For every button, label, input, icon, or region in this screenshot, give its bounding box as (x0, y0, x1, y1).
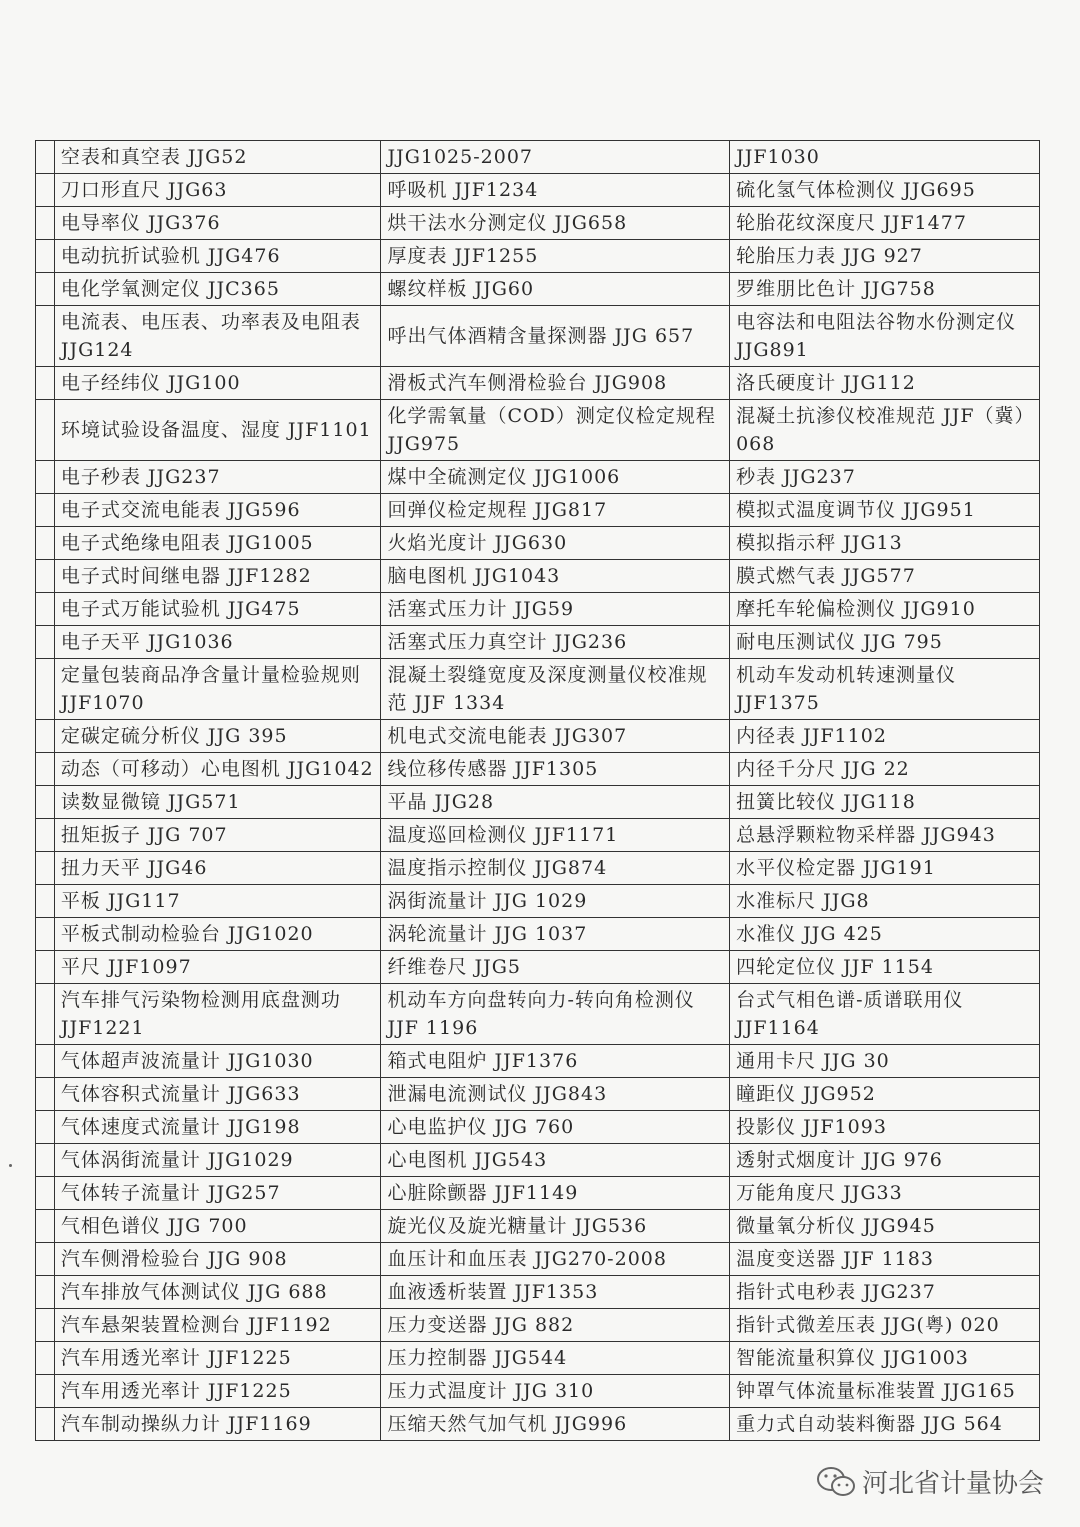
table-cell: 投影仪 JJF1093 (730, 1111, 1040, 1144)
table-cell: 混凝土裂缝宽度及深度测量仪校准规范 JJF 1334 (381, 659, 730, 720)
table-cell: 环境试验设备温度、湿度 JJF1101 (54, 400, 381, 461)
table-cell: 压力变送器 JJG 882 (381, 1309, 730, 1342)
table-row (36, 560, 1040, 593)
table-cell: 温度指示控制仪 JJG874 (381, 852, 730, 885)
table-row (36, 720, 1040, 753)
table-cell: 通用卡尺 JJG 30 (730, 1045, 1040, 1078)
table-cell: 回弹仪检定规程 JJG817 (381, 494, 730, 527)
row-gutter (36, 1210, 55, 1243)
table-cell: 微量氧分析仪 JJG945 (730, 1210, 1040, 1243)
row-gutter (36, 1309, 55, 1342)
row-gutter (36, 174, 55, 207)
table-cell: 温度变送器 JJF 1183 (730, 1243, 1040, 1276)
table-cell: 定量包装商品净含量计量检验规则 JJF1070 (54, 659, 381, 720)
table-cell: 烘干法水分测定仪 JJG658 (381, 207, 730, 240)
table-cell: 空表和真空表 JJG52 (54, 141, 381, 174)
row-gutter (36, 819, 55, 852)
table-row (36, 174, 1040, 207)
table-cell: 压力式温度计 JJG 310 (381, 1375, 730, 1408)
table-cell: 内径千分尺 JJG 22 (730, 753, 1040, 786)
table-cell: 汽车侧滑检验台 JJG 908 (54, 1243, 381, 1276)
table-cell: 厚度表 JJF1255 (381, 240, 730, 273)
table-cell: JJF1030 (730, 141, 1040, 174)
table-cell: 螺纹样板 JJG60 (381, 273, 730, 306)
table-cell: 洛氏硬度计 JJG112 (730, 367, 1040, 400)
row-gutter (36, 1276, 55, 1309)
table-cell: 电子式万能试验机 JJG475 (54, 593, 381, 626)
table-row (36, 1045, 1040, 1078)
row-gutter (36, 951, 55, 984)
table-cell: 心脏除颤器 JJF1149 (381, 1177, 730, 1210)
table-row (36, 1111, 1040, 1144)
row-gutter (36, 207, 55, 240)
table-cell: 电动抗折试验机 JJG476 (54, 240, 381, 273)
table-row (36, 1309, 1040, 1342)
table-row (36, 1342, 1040, 1375)
row-gutter (36, 626, 55, 659)
row-gutter (36, 1408, 55, 1441)
table-cell: 钟罩气体流量标准装置 JJG165 (730, 1375, 1040, 1408)
table-cell: 模拟式温度调节仪 JJG951 (730, 494, 1040, 527)
table-cell: 汽车制动操纵力计 JJF1169 (54, 1408, 381, 1441)
table-cell: 气体涡街流量计 JJG1029 (54, 1144, 381, 1177)
table-cell: 机电式交流电能表 JJG307 (381, 720, 730, 753)
row-gutter (36, 885, 55, 918)
table-cell: 活塞式压力计 JJG59 (381, 593, 730, 626)
row-gutter (36, 1342, 55, 1375)
table-cell: 滑板式汽车侧滑检验台 JJG908 (381, 367, 730, 400)
table-cell: 火焰光度计 JJG630 (381, 527, 730, 560)
row-gutter (36, 273, 55, 306)
table-row (36, 141, 1040, 174)
table-cell: 血液透析装置 JJF1353 (381, 1276, 730, 1309)
row-gutter (36, 1177, 55, 1210)
table-row (36, 1078, 1040, 1111)
table-cell: 重力式自动装料衡器 JJG 564 (730, 1408, 1040, 1441)
table-row (36, 918, 1040, 951)
table-cell: 涡街流量计 JJG 1029 (381, 885, 730, 918)
table-cell: 电子式交流电能表 JJG596 (54, 494, 381, 527)
table-row (36, 1177, 1040, 1210)
table-row (36, 527, 1040, 560)
table-cell: 电导率仪 JJG376 (54, 207, 381, 240)
table-cell: 智能流量积算仪 JJG1003 (730, 1342, 1040, 1375)
row-gutter (36, 1111, 55, 1144)
table-cell: 平尺 JJF1097 (54, 951, 381, 984)
table-cell: 电子式时间继电器 JJF1282 (54, 560, 381, 593)
table-cell: 气体超声波流量计 JJG1030 (54, 1045, 381, 1078)
table-cell: 电子经纬仪 JJG100 (54, 367, 381, 400)
table-cell: 化学需氧量（COD）测定仪检定规程 JJG975 (381, 400, 730, 461)
table-row (36, 753, 1040, 786)
table-cell: 扭力天平 JJG46 (54, 852, 381, 885)
row-gutter (36, 720, 55, 753)
row-gutter (36, 786, 55, 819)
table-cell: 总悬浮颗粒物采样器 JJG943 (730, 819, 1040, 852)
table-cell: 读数显微镜 JJG571 (54, 786, 381, 819)
table-cell: 混凝土抗渗仪校准规范 JJF（冀）068 (730, 400, 1040, 461)
row-gutter (36, 560, 55, 593)
table-row (36, 367, 1040, 400)
table-cell: 指针式微差压表 JJG(粤) 020 (730, 1309, 1040, 1342)
table-cell: 瞳距仪 JJG952 (730, 1078, 1040, 1111)
table-cell: 压力控制器 JJG544 (381, 1342, 730, 1375)
table-cell: 轮胎压力表 JJG 927 (730, 240, 1040, 273)
table-row (36, 659, 1040, 720)
table-cell: 煤中全硫测定仪 JJG1006 (381, 461, 730, 494)
table-row (36, 1375, 1040, 1408)
table-cell: 纤维卷尺 JJG5 (381, 951, 730, 984)
row-gutter (36, 1243, 55, 1276)
row-gutter (36, 984, 55, 1045)
row-gutter (36, 918, 55, 951)
table-cell: 扭簧比较仪 JJG118 (730, 786, 1040, 819)
table-cell: 汽车排气污染物检测用底盘测功 JJF1221 (54, 984, 381, 1045)
row-gutter (36, 306, 55, 367)
table-cell: 动态（可移动）心电图机 JJG1042 (54, 753, 381, 786)
table-cell: 万能角度尺 JJG33 (730, 1177, 1040, 1210)
table-cell: 脑电图机 JJG1043 (381, 560, 730, 593)
table-cell: 四轮定位仪 JJF 1154 (730, 951, 1040, 984)
table-cell: 平板式制动检验台 JJG1020 (54, 918, 381, 951)
table-row (36, 207, 1040, 240)
instrument-standards-table (35, 140, 1040, 1441)
table-cell: 秒表 JJG237 (730, 461, 1040, 494)
table-cell: 平晶 JJG28 (381, 786, 730, 819)
table-cell: 汽车排放气体测试仪 JJG 688 (54, 1276, 381, 1309)
table-row (36, 593, 1040, 626)
table-cell: 机动车发动机转速测量仪 JJF1375 (730, 659, 1040, 720)
watermark (816, 1463, 1044, 1500)
table-row (36, 240, 1040, 273)
table-cell: 活塞式压力真空计 JJG236 (381, 626, 730, 659)
table-cell: 摩托车轮偏检测仪 JJG910 (730, 593, 1040, 626)
table-cell: 涡轮流量计 JJG 1037 (381, 918, 730, 951)
row-gutter (36, 1078, 55, 1111)
table-row (36, 306, 1040, 367)
table-cell: 电子式绝缘电阻表 JJG1005 (54, 527, 381, 560)
table-cell: 机动车方向盘转向力-转向角检测仪 JJF 1196 (381, 984, 730, 1045)
row-gutter (36, 1045, 55, 1078)
table-row (36, 951, 1040, 984)
table-row (36, 273, 1040, 306)
table-cell: 温度巡回检测仪 JJF1171 (381, 819, 730, 852)
table-cell: 扭矩扳子 JJG 707 (54, 819, 381, 852)
table-cell: 耐电压测试仪 JJG 795 (730, 626, 1040, 659)
table-cell: 电化学氧测定仪 JJC365 (54, 273, 381, 306)
table-row (36, 1276, 1040, 1309)
table-cell: JJG1025-2007 (381, 141, 730, 174)
table-cell: 气体转子流量计 JJG257 (54, 1177, 381, 1210)
table-cell: 罗维朋比色计 JJG758 (730, 273, 1040, 306)
table-row (36, 1210, 1040, 1243)
table-cell: 箱式电阻炉 JJF1376 (381, 1045, 730, 1078)
table-row (36, 786, 1040, 819)
table-cell: 线位移传感器 JJF1305 (381, 753, 730, 786)
row-gutter (36, 240, 55, 273)
row-gutter (36, 1144, 55, 1177)
table-cell: 心电图机 JJG543 (381, 1144, 730, 1177)
table-cell: 平板 JJG117 (54, 885, 381, 918)
table-cell: 气相色谱仪 JJG 700 (54, 1210, 381, 1243)
row-gutter (36, 659, 55, 720)
row-gutter (36, 753, 55, 786)
table-cell: 气体容积式流量计 JJG633 (54, 1078, 381, 1111)
table-cell: 硫化氢气体检测仪 JJG695 (730, 174, 1040, 207)
table-row (36, 461, 1040, 494)
table-cell: 台式气相色谱-质谱联用仪 JJF1164 (730, 984, 1040, 1045)
table-cell: 定碳定硫分析仪 JJG 395 (54, 720, 381, 753)
table-row (36, 1408, 1040, 1441)
table-cell: 电容法和电阻法谷物水份测定仪 JJG891 (730, 306, 1040, 367)
table-cell: 膜式燃气表 JJG577 (730, 560, 1040, 593)
row-gutter (36, 1375, 55, 1408)
table-cell: 轮胎花纹深度尺 JJF1477 (730, 207, 1040, 240)
table-cell: 气体速度式流量计 JJG198 (54, 1111, 381, 1144)
table-cell: 内径表 JJF1102 (730, 720, 1040, 753)
row-gutter (36, 400, 55, 461)
row-gutter (36, 852, 55, 885)
wechat-icon (816, 1465, 856, 1499)
table-cell: 汽车悬架装置检测台 JJF1192 (54, 1309, 381, 1342)
table-cell: 心电监护仪 JJG 760 (381, 1111, 730, 1144)
table-row (36, 885, 1040, 918)
scan-speck (9, 1164, 12, 1167)
table-cell: 电子秒表 JJG237 (54, 461, 381, 494)
table-cell: 泄漏电流测试仪 JJG843 (381, 1078, 730, 1111)
table-cell: 呼出气体酒精含量探测器 JJG 657 (381, 306, 730, 367)
table-cell: 水准仪 JJG 425 (730, 918, 1040, 951)
table-cell: 透射式烟度计 JJG 976 (730, 1144, 1040, 1177)
row-gutter (36, 593, 55, 626)
table-cell: 刀口形直尺 JJG63 (54, 174, 381, 207)
table-row (36, 819, 1040, 852)
table-cell: 汽车用透光率计 JJF1225 (54, 1342, 381, 1375)
row-gutter (36, 494, 55, 527)
table-cell: 模拟指示秤 JJG13 (730, 527, 1040, 560)
row-gutter (36, 141, 55, 174)
table-row (36, 494, 1040, 527)
table-row (36, 1144, 1040, 1177)
table-cell: 电流表、电压表、功率表及电阻表 JJG124 (54, 306, 381, 367)
table-cell: 电子天平 JJG1036 (54, 626, 381, 659)
table-row (36, 626, 1040, 659)
row-gutter (36, 461, 55, 494)
table-cell: 呼吸机 JJF1234 (381, 174, 730, 207)
watermark-text: 河北省计量协会 (861, 1469, 1044, 1499)
row-gutter (36, 527, 55, 560)
table-cell: 指针式电秒表 JJG237 (730, 1276, 1040, 1309)
table-cell: 压缩天然气加气机 JJG996 (381, 1408, 730, 1441)
table-cell: 水平仪检定器 JJG191 (730, 852, 1040, 885)
row-gutter (36, 367, 55, 400)
table-row (36, 400, 1040, 461)
table-row (36, 852, 1040, 885)
table-cell: 血压计和血压表 JJG270-2008 (381, 1243, 730, 1276)
table-cell: 汽车用透光率计 JJF1225 (54, 1375, 381, 1408)
table-cell: 水准标尺 JJG8 (730, 885, 1040, 918)
table-row (36, 1243, 1040, 1276)
table-cell: 旋光仪及旋光糖量计 JJG536 (381, 1210, 730, 1243)
table-row (36, 984, 1040, 1045)
